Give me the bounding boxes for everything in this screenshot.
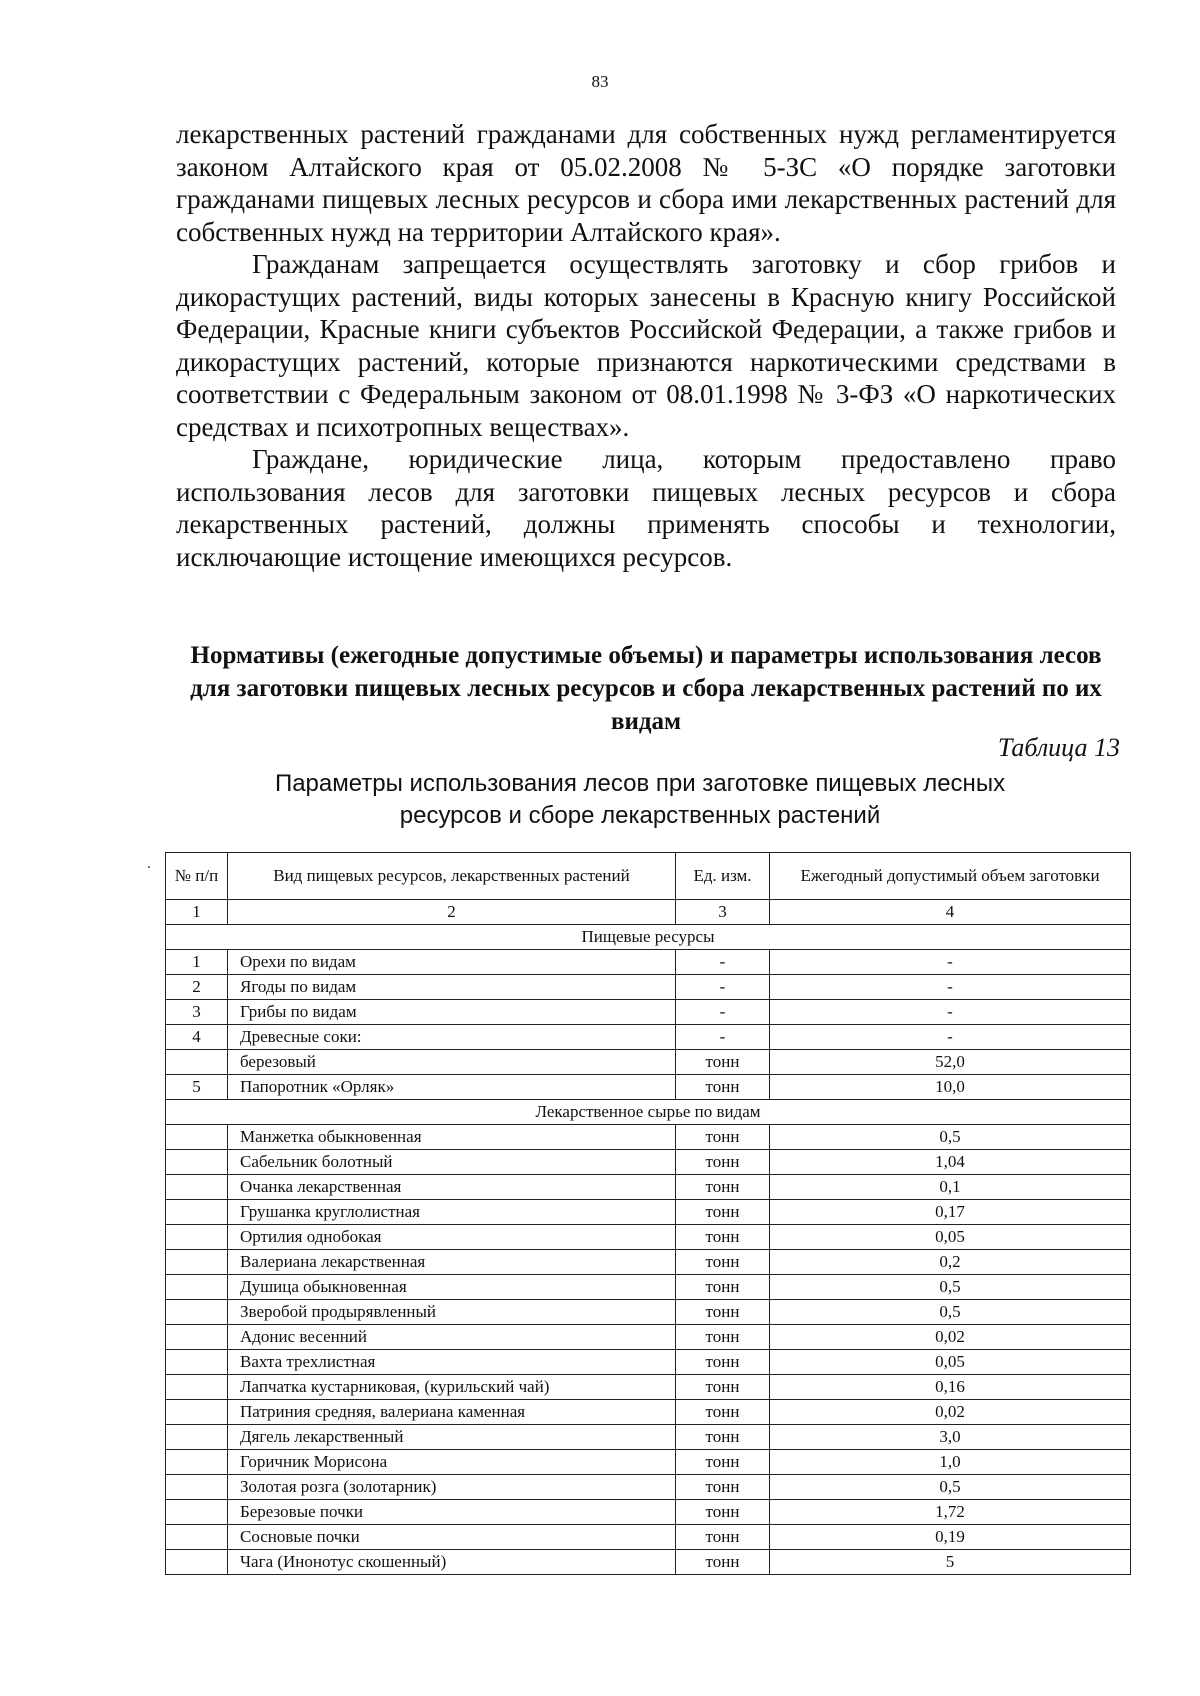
table-row bbox=[166, 1075, 1131, 1100]
cell-value: 3,0 bbox=[770, 1425, 1131, 1450]
cell-unit: - bbox=[676, 975, 770, 1000]
cell-value: 0,5 bbox=[770, 1475, 1131, 1500]
cell-name: Зверобой продырявленный bbox=[228, 1300, 676, 1325]
cell-name: Ортилия однобокая bbox=[228, 1225, 676, 1250]
cell-name: Душица обыкновенная bbox=[228, 1275, 676, 1300]
cell-num bbox=[166, 1200, 228, 1225]
table-row bbox=[166, 975, 1131, 1000]
cell-name: Сосновые почки bbox=[228, 1525, 676, 1550]
cell-unit: тонн bbox=[676, 1550, 770, 1575]
paragraph-2: Гражданам запрещается осуществлять заготовку и сбор грибов и дикорастущих растений, виды которых занесены в Красную книгу Российской Федерации, Красные книги субъектов Российской Федерации, а также грибов и дикорастущих растений, которые признаются наркотическими средствами в соответствии с Федеральным законом от 08.01.1998 № 3-ФЗ «О наркотических средствах и психотропных веществах». bbox=[176, 249, 1116, 442]
cell-value: 1,72 bbox=[770, 1500, 1131, 1525]
cell-num bbox=[166, 1300, 228, 1325]
cell-name: Грушанка круглолистная bbox=[228, 1200, 676, 1225]
cell-name: Валериана лекарственная bbox=[228, 1250, 676, 1275]
table-row bbox=[166, 1250, 1131, 1275]
cell-unit: - bbox=[676, 1000, 770, 1025]
cell-name: Золотая розга (золотарник) bbox=[228, 1475, 676, 1500]
cell-num bbox=[166, 1450, 228, 1475]
cell-unit: - bbox=[676, 950, 770, 975]
table-row bbox=[166, 1450, 1131, 1475]
table-row bbox=[166, 1500, 1131, 1525]
cell-unit: тонн bbox=[676, 1450, 770, 1475]
cell-unit: тонн bbox=[676, 1350, 770, 1375]
cell-unit: тонн bbox=[676, 1425, 770, 1450]
cell-value: - bbox=[770, 950, 1131, 975]
cell-value: 0,1 bbox=[770, 1175, 1131, 1200]
cell-unit: тонн bbox=[676, 1275, 770, 1300]
cell-name: Вахта трехлистная bbox=[228, 1350, 676, 1375]
table-row bbox=[166, 1050, 1131, 1075]
table-label: Таблица 13 bbox=[997, 733, 1120, 762]
cell-num bbox=[166, 1475, 228, 1500]
cell-num: 1 bbox=[166, 950, 228, 975]
header-unit: Ед. изм. bbox=[676, 853, 770, 900]
table-row bbox=[166, 1125, 1131, 1150]
column-number: 1 bbox=[166, 900, 228, 925]
cell-value: - bbox=[770, 975, 1131, 1000]
table-section-title: Пищевые ресурсы bbox=[166, 925, 1131, 950]
table-row bbox=[166, 1025, 1131, 1050]
cell-value: 0,17 bbox=[770, 1200, 1131, 1225]
cell-unit: тонн bbox=[676, 1525, 770, 1550]
table-row bbox=[166, 1225, 1131, 1250]
table-row bbox=[166, 1325, 1131, 1350]
table-section-title: Лекарственное сырье по видам bbox=[166, 1100, 1131, 1125]
table-row bbox=[166, 1275, 1131, 1300]
cell-name: Патриния средняя, валериана каменная bbox=[228, 1400, 676, 1425]
cell-name: Березовые почки bbox=[228, 1500, 676, 1525]
cell-num bbox=[166, 1250, 228, 1275]
cell-num bbox=[166, 1425, 228, 1450]
cell-num bbox=[166, 1275, 228, 1300]
body-text bbox=[176, 118, 1116, 573]
cell-value: 0,02 bbox=[770, 1400, 1131, 1425]
cell-unit: тонн bbox=[676, 1250, 770, 1275]
cell-unit: тонн bbox=[676, 1375, 770, 1400]
header-num: № п/п bbox=[166, 853, 228, 900]
cell-num bbox=[166, 1325, 228, 1350]
cell-num bbox=[166, 1375, 228, 1400]
table-row bbox=[166, 1375, 1131, 1400]
table-section-row bbox=[166, 1100, 1131, 1125]
cell-value: 52,0 bbox=[770, 1050, 1131, 1075]
cell-unit: тонн bbox=[676, 1200, 770, 1225]
cell-name: Очанка лекарственная bbox=[228, 1175, 676, 1200]
cell-unit: тонн bbox=[676, 1125, 770, 1150]
table-row bbox=[166, 1175, 1131, 1200]
cell-name: Орехи по видам bbox=[228, 950, 676, 975]
paragraph-1: лекарственных растений гражданами для собственных нужд регламентируется законом Алтайского края от 05.02.2008 № 5-ЗС «О порядке заготовки гражданами пищевых лесных ресурсов и сбора ими лекарственных растений для собственных нужд на территории Алтайского края». bbox=[176, 119, 1116, 247]
cell-num: 3 bbox=[166, 1000, 228, 1025]
cell-num bbox=[166, 1500, 228, 1525]
cell-num: 5 bbox=[166, 1075, 228, 1100]
table-row bbox=[166, 1200, 1131, 1225]
cell-value: 0,5 bbox=[770, 1275, 1131, 1300]
table-section-row bbox=[166, 925, 1131, 950]
cell-value: - bbox=[770, 1025, 1131, 1050]
cell-unit: тонн bbox=[676, 1175, 770, 1200]
cell-num bbox=[166, 1400, 228, 1425]
cell-value: - bbox=[770, 1000, 1131, 1025]
cell-num: 4 bbox=[166, 1025, 228, 1050]
table-row bbox=[166, 1000, 1131, 1025]
cell-unit: тонн bbox=[676, 1050, 770, 1075]
cell-num bbox=[166, 1225, 228, 1250]
cell-value: 0,05 bbox=[770, 1350, 1131, 1375]
table-row bbox=[166, 950, 1131, 975]
cell-value: 5 bbox=[770, 1550, 1131, 1575]
cell-value: 0,05 bbox=[770, 1225, 1131, 1250]
cell-value: 0,02 bbox=[770, 1325, 1131, 1350]
column-number-row bbox=[166, 900, 1131, 925]
cell-unit: тонн bbox=[676, 1225, 770, 1250]
cell-value: 0,19 bbox=[770, 1525, 1131, 1550]
cell-name: Горичник Морисона bbox=[228, 1450, 676, 1475]
table-header-row bbox=[166, 853, 1131, 900]
cell-num bbox=[166, 1175, 228, 1200]
cell-value: 10,0 bbox=[770, 1075, 1131, 1100]
cell-name: Папоротник «Орляк» bbox=[228, 1075, 676, 1100]
table-body bbox=[166, 925, 1131, 1575]
cell-name: Дягель лекарственный bbox=[228, 1425, 676, 1450]
table-row bbox=[166, 1300, 1131, 1325]
cell-value: 0,5 bbox=[770, 1125, 1131, 1150]
column-number: 4 bbox=[770, 900, 1131, 925]
cell-num bbox=[166, 1150, 228, 1175]
cell-name: Манжетка обыкновенная bbox=[228, 1125, 676, 1150]
paragraph-3: Граждане, юридические лица, которым предоставлено право использования лесов для заготовки пищевых лесных ресурсов и сбора лекарственных растений, должны применять способы и технологии, исключающие истощение имеющихся ресурсов. bbox=[176, 444, 1116, 572]
table-caption: Параметры использования лесов при заготовке пищевых лесных ресурсов и сборе лекарственных растений bbox=[274, 770, 1006, 829]
cell-name: Чага (Инонотус скошенный) bbox=[228, 1550, 676, 1575]
cell-value: 0,2 bbox=[770, 1250, 1131, 1275]
cell-num bbox=[166, 1050, 228, 1075]
cell-unit: тонн bbox=[676, 1075, 770, 1100]
column-number: 2 bbox=[228, 900, 676, 925]
cell-num bbox=[166, 1525, 228, 1550]
cell-unit: - bbox=[676, 1025, 770, 1050]
cell-unit: тонн bbox=[676, 1325, 770, 1350]
section-heading: Нормативы (ежегодные допустимые объемы) и параметры использования лесов для заготовки пищевых лесных ресурсов и сбора лекарственных растений по их видам bbox=[190, 642, 1102, 735]
cell-num bbox=[166, 1550, 228, 1575]
cell-unit: тонн bbox=[676, 1300, 770, 1325]
cell-num bbox=[166, 1125, 228, 1150]
cell-name: Сабельник болотный bbox=[228, 1150, 676, 1175]
cell-name: Древесные соки: bbox=[228, 1025, 676, 1050]
cell-unit: тонн bbox=[676, 1500, 770, 1525]
cell-unit: тонн bbox=[676, 1150, 770, 1175]
cell-num bbox=[166, 1350, 228, 1375]
cell-value: 0,16 bbox=[770, 1375, 1131, 1400]
header-value: Ежегодный допустимый объем заготовки bbox=[770, 853, 1131, 900]
cell-value: 1,0 bbox=[770, 1450, 1131, 1475]
cell-name: Ягоды по видам bbox=[228, 975, 676, 1000]
table-row bbox=[166, 1525, 1131, 1550]
cell-unit: тонн bbox=[676, 1400, 770, 1425]
table-row bbox=[166, 1425, 1131, 1450]
cell-name: Адонис весенний bbox=[228, 1325, 676, 1350]
cell-value: 1,04 bbox=[770, 1150, 1131, 1175]
header-name: Вид пищевых ресурсов, лекарственных растений bbox=[228, 853, 676, 900]
table-row bbox=[166, 1475, 1131, 1500]
table-row bbox=[166, 1400, 1131, 1425]
table-row bbox=[166, 1150, 1131, 1175]
table-row bbox=[166, 1550, 1131, 1575]
table-row bbox=[166, 1350, 1131, 1375]
page-number: 83 bbox=[591, 72, 609, 91]
cell-num: 2 bbox=[166, 975, 228, 1000]
cell-name: березовый bbox=[228, 1050, 676, 1075]
column-number: 3 bbox=[676, 900, 770, 925]
cell-name: Грибы по видам bbox=[228, 1000, 676, 1025]
cell-name: Лапчатка кустарниковая, (курильский чай) bbox=[228, 1375, 676, 1400]
scan-speck bbox=[148, 866, 150, 868]
cell-unit: тонн bbox=[676, 1475, 770, 1500]
resources-table bbox=[165, 852, 1131, 1575]
cell-value: 0,5 bbox=[770, 1300, 1131, 1325]
